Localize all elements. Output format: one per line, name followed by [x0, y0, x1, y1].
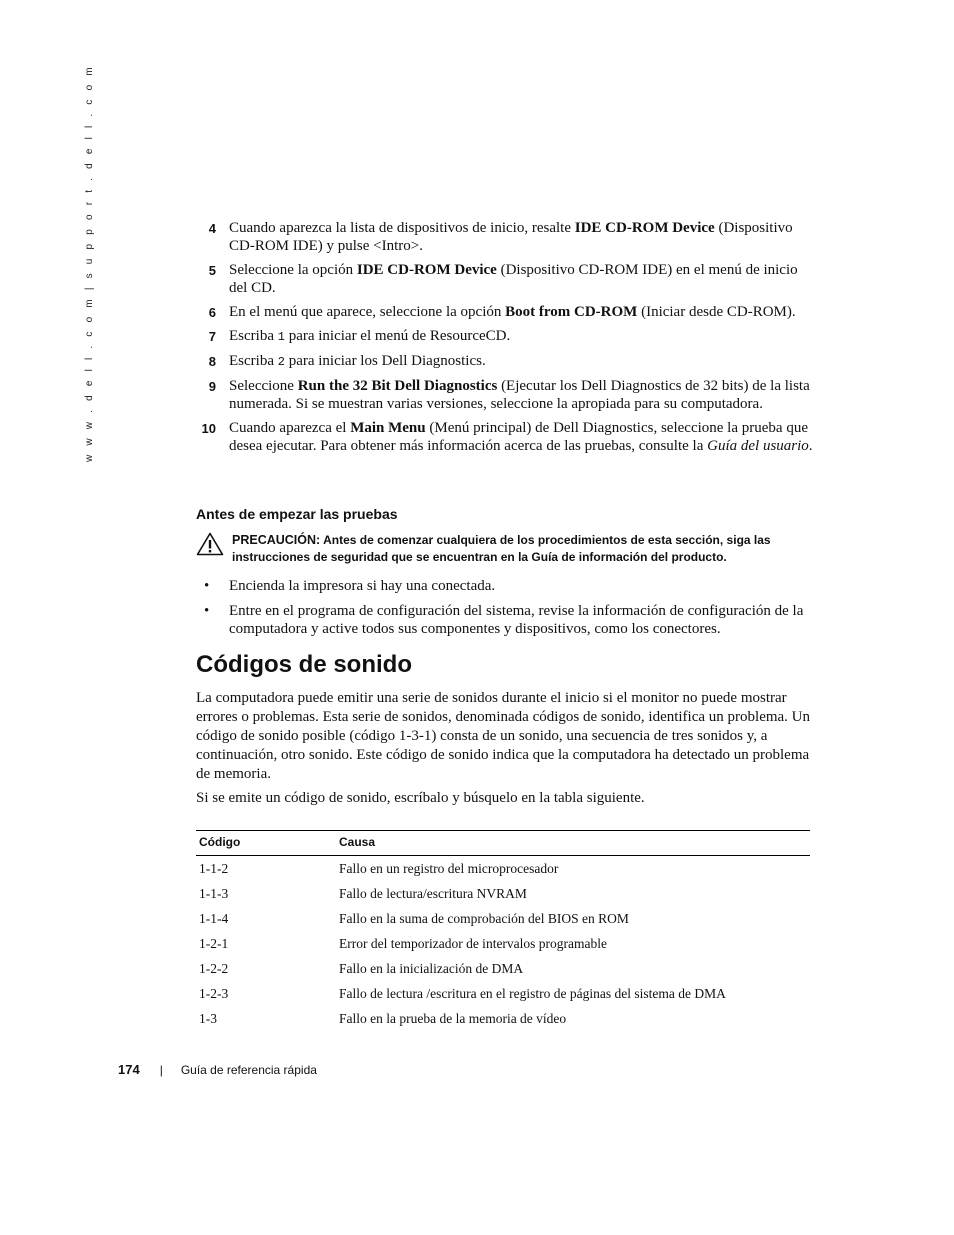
step-item: [196, 352, 816, 371]
cell-cause: Fallo de lectura/escritura NVRAM: [339, 885, 527, 901]
caution-label: PRECAUCIÓN:: [232, 533, 321, 547]
warning-icon: [196, 532, 224, 556]
step-text: (Dispositivo CD-ROM IDE) y pulse <Intro>.: [229, 220, 793, 254]
table-header-row: [196, 831, 810, 856]
step-number: 4: [208, 221, 216, 236]
side-url: w w w . d e l l . c o m | s u p p o r t . d e l l . c o m: [84, 64, 95, 462]
cell-cause: Fallo en la prueba de la memoria de vídeo: [339, 1010, 567, 1026]
cell-code: 1-2-2: [199, 960, 229, 976]
step-text: Run the 32 Bit Dell Diagnostics: [297, 378, 498, 394]
cell-code: 1-3: [199, 1010, 217, 1026]
step-number: 6: [208, 305, 216, 320]
footer-title: Guía de referencia rápida: [180, 1063, 317, 1077]
step-text: .: [808, 438, 813, 454]
cell-cause: Fallo en la inicialización de DMA: [339, 960, 524, 976]
bullet-list: [196, 577, 816, 645]
bullet-icon: •: [204, 578, 210, 594]
cell-cause: Fallo en un registro del microprocesador: [339, 860, 559, 876]
step-item: [196, 419, 816, 455]
step-text: En el menú que aparece, seleccione la opción: [229, 304, 506, 320]
cell-code: 1-2-3: [199, 985, 229, 1001]
step-number: 10: [201, 421, 216, 436]
table-row: [196, 981, 810, 1006]
step-number: 8: [208, 354, 216, 369]
step-text: 1: [277, 330, 285, 344]
step-text: Main Menu: [350, 420, 426, 436]
footer-separator: |: [159, 1063, 163, 1077]
step-number: 7: [208, 329, 216, 344]
step-item: [196, 327, 816, 346]
cell-code: 1-2-1: [199, 935, 229, 951]
table-row: [196, 856, 810, 882]
intro-paragraph: La computadora puede emitir una serie de sonidos durante el inicio si el monitor no puede mostrar errores o problemas. Esta serie de sonidos, denominada códigos de sonido, identifica un problema. Un código de sonido posible (código 1-3-1) consta de un sonido, una secuencia de tres sonidos y, a continuación, otro sonido. Este código de sonido indica que la computadora ha detectado un problema de memoria.: [196, 690, 811, 782]
table-row: [196, 931, 810, 956]
step-text: Boot from CD-ROM: [505, 304, 638, 320]
column-header-code: Código: [196, 831, 336, 856]
step-text: para iniciar los Dell Diagnostics.: [284, 353, 486, 369]
step-text: (Ejecutar los Dell Diagnostics de 32 bits) de la lista numerada. Si se muestran varias versiones, seleccione la apropiada para su computadora.: [229, 378, 810, 412]
step-text: Seleccione la opción: [229, 262, 357, 278]
step-item: [196, 261, 816, 297]
column-header-cause: Causa: [336, 831, 810, 856]
cell-code: 1-1-3: [199, 885, 229, 901]
step-item: [196, 303, 816, 321]
table-row: [196, 1006, 810, 1031]
beep-codes-table: [196, 830, 810, 1031]
list-item: [196, 602, 816, 638]
step-text: Escriba: [229, 328, 278, 344]
step-text: Seleccione: [229, 378, 298, 394]
step-item: [196, 377, 816, 413]
step-text: (Menú principal) de Dell Diagnostics, seleccione la prueba que desea ejecutar. Para obtener más información acerca de las pruebas, consulte la: [229, 420, 808, 454]
step-text: (Dispositivo CD-ROM IDE) en el menú de inicio del CD.: [229, 262, 798, 296]
cell-code: 1-1-4: [199, 910, 229, 926]
step-item: [196, 219, 816, 255]
table-row: [196, 881, 810, 906]
bullet-icon: •: [204, 603, 210, 619]
step-text: IDE CD-ROM Device: [574, 220, 715, 236]
list-item-text: Encienda la impresora si hay una conectada.: [229, 578, 496, 594]
cell-code: 1-1-2: [199, 860, 229, 876]
step-text: 2: [277, 355, 285, 369]
cell-cause: Error del temporizador de intervalos programable: [339, 935, 608, 951]
steps-list: [196, 219, 816, 461]
cell-cause: Fallo en la suma de comprobación del BIOS en ROM: [339, 910, 629, 926]
step-text: Cuando aparezca el: [229, 420, 351, 436]
section-subheading: Antes de empezar las pruebas: [196, 506, 398, 522]
step-text: para iniciar el menú de ResourceCD.: [284, 328, 511, 344]
cell-cause: Fallo de lectura /escritura en el registro de páginas del sistema de DMA: [339, 985, 726, 1001]
page-heading: Códigos de sonido: [196, 651, 412, 678]
step-text: Cuando aparezca la lista de dispositivos de inicio, resalte: [229, 220, 575, 236]
table-row: [196, 906, 810, 931]
table-row: [196, 956, 810, 981]
caution-text: [196, 532, 816, 566]
step-text: (Iniciar desde CD-ROM).: [637, 304, 796, 320]
instruction-paragraph: Si se emite un código de sonido, escríbalo y búsquelo en la tabla siguiente.: [196, 790, 645, 806]
caution-note: [196, 532, 816, 566]
caution-body: Antes de comenzar cualquiera de los procedimientos de esta sección, siga las instrucciones de seguridad que se encuentran en la Guía de información del producto.: [232, 533, 771, 564]
step-number: 5: [208, 263, 216, 278]
step-number: 9: [208, 379, 216, 394]
step-text: Guía del usuario: [707, 438, 809, 454]
list-item: [196, 577, 816, 595]
list-item-text: Entre en el programa de configuración del sistema, revise la información de configuración de la computadora y active todos sus componentes y dispositivos, como los conectores.: [229, 603, 804, 637]
step-text: IDE CD-ROM Device: [356, 262, 497, 278]
page-footer: [118, 1062, 317, 1077]
page-number: 174: [118, 1062, 140, 1077]
step-text: Escriba: [229, 353, 278, 369]
